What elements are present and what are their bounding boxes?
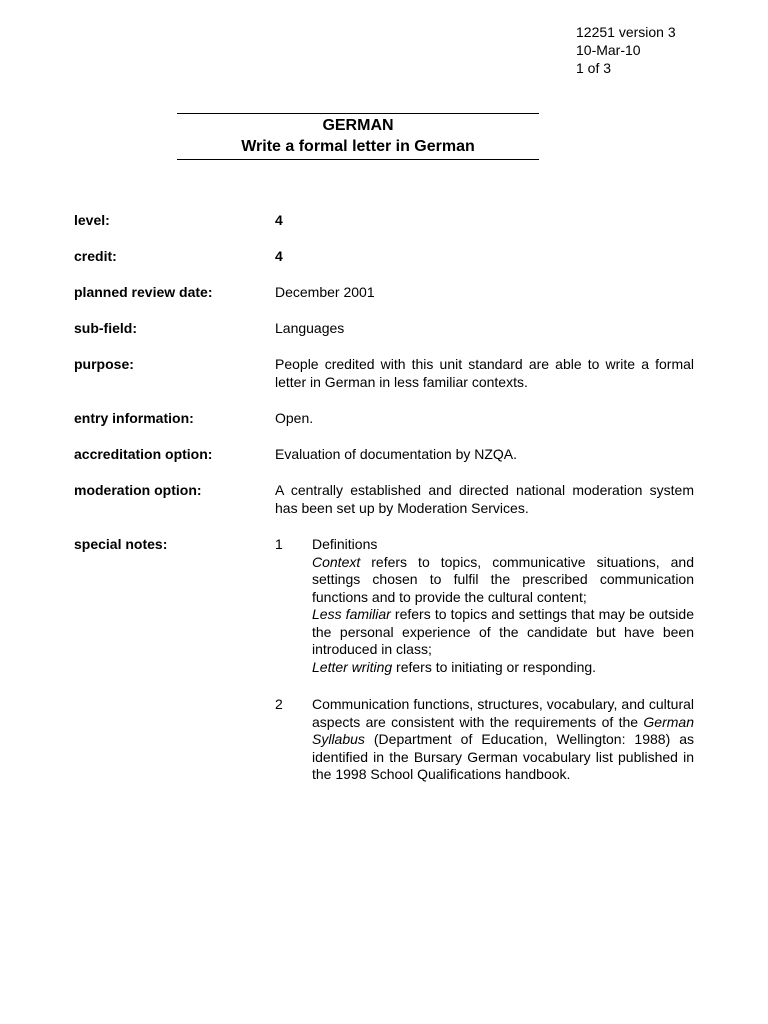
standard-title: Write a formal letter in German [241,138,475,155]
field-label: credit: [74,248,117,264]
term-less-familiar: Less familiar [312,606,391,622]
field-value: People credited with this unit standard are able to write a formal letter in German in less familiar contexts. [275,356,694,390]
field-value: Languages [275,320,345,336]
subject-title: GERMAN [322,117,394,134]
definition-letter-writing [312,659,694,677]
note-text-part: (Department of Education, Wellington: 1988) as identified in the Bursary German vocabulary list published in the 1998 School Qualifications handbook. [312,731,694,782]
definition-less-familiar [312,606,694,659]
field-label: entry information: [74,410,194,426]
field-label: purpose: [74,356,134,372]
standard-version: 12251 version 3 [576,24,676,40]
syllabus-title: German Syllabus [312,713,694,747]
definition-context [312,554,694,607]
term-letter-writing: Letter writing [312,658,393,675]
field-label: special notes: [74,536,168,552]
document-date: 10-Mar-10 [576,42,641,58]
note-text-part: Communication functions, structures, vocabulary, and cultural aspects are consistent with the requirements of the [312,696,694,730]
title-block [177,113,539,160]
note-heading: Definitions [312,536,378,552]
field-label: sub-field: [74,320,137,336]
note-number: 2 [275,696,283,712]
field-value: 4 [275,248,283,264]
note-text [312,696,694,784]
page-number: 1 of 3 [576,60,612,76]
field-value: December 2001 [275,284,375,300]
field-label: level: [74,212,110,228]
field-label: accreditation option: [74,446,213,462]
definition-text: refers to topics and settings that may be outside the personal experience of the candidate but have been introduced in class; [312,606,694,657]
field-label: moderation option: [74,482,202,498]
definition-text: refers to topics, communicative situations, and settings chosen to fulfil the prescribed communication functions and to provide the cultural content; [312,553,694,605]
term-context: Context [312,553,361,570]
document-reference [576,23,676,77]
field-label: planned review date: [74,284,213,300]
field-value: Open. [275,410,314,426]
note-number: 1 [275,536,283,552]
field-value: A centrally established and directed national moderation system has been set up by Moderation Services. [275,482,694,516]
field-value: Evaluation of documentation by NZQA. [275,446,518,462]
definition-text: refers to initiating or responding. [392,658,597,675]
note-body [312,696,694,784]
note-body [312,536,694,676]
field-value: 4 [275,212,283,228]
